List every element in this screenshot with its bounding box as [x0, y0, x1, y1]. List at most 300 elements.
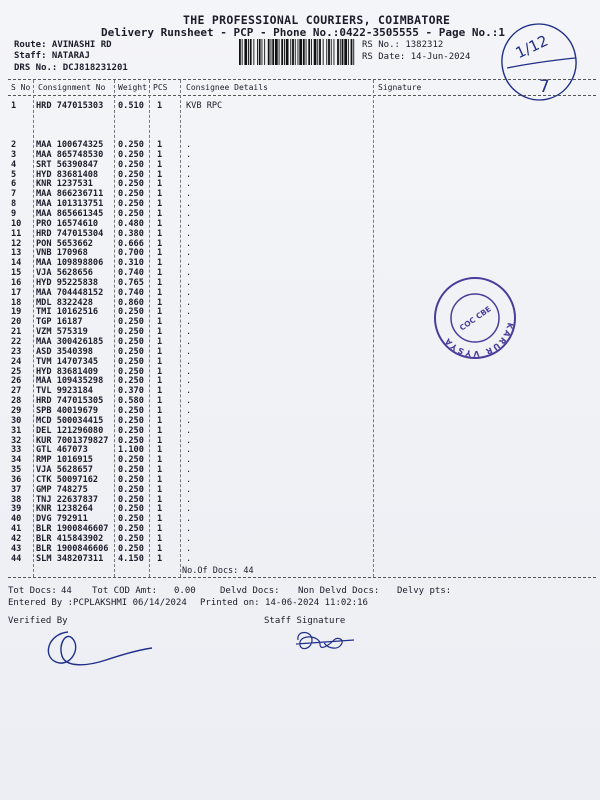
row-sno: 9: [11, 208, 17, 219]
row-weight: 0.250: [118, 543, 144, 554]
row-consignee-dot: .: [186, 238, 192, 249]
row-sno: 14: [11, 258, 22, 269]
row-sno: 27: [11, 386, 22, 397]
row-consignment: HYD 95225838: [36, 277, 99, 288]
row-pcs: 1: [157, 208, 163, 219]
table-row: [0, 544, 600, 554]
row-pcs: 1: [157, 140, 163, 150]
row-consignment: PRO 16574610: [36, 218, 99, 229]
barcode-bar: [286, 39, 289, 65]
row-consignment: KNR 1237531: [36, 179, 93, 190]
row-sno: 41: [11, 524, 22, 535]
row-weight: 0.250: [118, 455, 144, 466]
barcode-bar: [311, 39, 312, 65]
row-pcs: 1: [157, 366, 163, 377]
row-consignment: ASD 3540398: [36, 346, 93, 357]
row-consignment: MAA 704448152: [36, 287, 104, 298]
row-weight: 0.250: [118, 149, 144, 160]
row-sno: 23: [11, 346, 22, 357]
col-pcs: PCS: [153, 83, 168, 92]
row-consignment: MAA 866236711: [36, 189, 104, 200]
staff-signature: [290, 626, 360, 660]
row-pcs: 1: [157, 356, 163, 367]
row-consignee-dot: .: [186, 258, 192, 269]
row-consignment: BLR 415843902: [36, 534, 104, 544]
table-row: [0, 465, 600, 475]
row-consignee-dot: .: [186, 179, 192, 190]
row-consignee-dot: .: [186, 287, 192, 298]
row-consignment: HRD 747015303: [36, 101, 104, 111]
row-consignee-dot: .: [186, 484, 192, 495]
row-weight: 0.250: [118, 376, 144, 387]
row-weight: 0.250: [118, 346, 144, 357]
barcode-bar: [248, 39, 249, 65]
row-consignment: HYD 83681408: [36, 169, 99, 180]
row-consignment: MAA 865661345: [36, 208, 104, 219]
tot-docs-value: 44: [61, 586, 72, 596]
tot-cod-label: Tot COD Amt:: [92, 586, 158, 596]
row-sno: 17: [11, 287, 22, 298]
table-row: [0, 189, 600, 199]
row-consignment: VZM 575319: [36, 327, 88, 338]
barcode-bar: [348, 39, 349, 65]
row-weight: 0.250: [118, 307, 144, 318]
col-weight: Weight: [118, 83, 147, 92]
row-sno: 6: [11, 179, 17, 190]
table-row: [0, 386, 600, 396]
row-consignment: TMI 10162516: [36, 307, 99, 318]
company-title: THE PROFESSIONAL COURIERS, COIMBATORE: [183, 13, 451, 27]
col-consignment: Consignment No: [38, 83, 106, 92]
barcode-bar: [340, 39, 341, 65]
barcode-bar: [337, 39, 339, 65]
stamp-outer-text: KARUR VYSYA: [442, 321, 515, 359]
barcode-bar: [303, 39, 305, 65]
rs-number: RS No.: 1382312: [362, 40, 444, 50]
table-row: [0, 219, 600, 229]
row-consignee-dot: .: [186, 415, 192, 426]
row-sno: 28: [11, 396, 22, 407]
row-consignee-dot: .: [186, 435, 192, 446]
row-consignee-dot: .: [186, 455, 192, 466]
row-consignment: BLR 1900846606: [36, 543, 109, 554]
row-pcs: 1: [157, 248, 163, 259]
row-consignment: SPB 40019679: [36, 405, 99, 416]
row-pcs: 1: [157, 405, 163, 416]
bank-stamp: [432, 275, 518, 361]
row-consignment: RMP 1016915: [36, 455, 93, 466]
barcode-bar: [298, 39, 299, 65]
row-consignee-dot: .: [186, 474, 192, 485]
table-row: [0, 514, 600, 524]
verified-signature: [28, 626, 158, 678]
row-sno: 12: [11, 238, 22, 249]
row-sno: 4: [11, 159, 17, 170]
table-row: [0, 475, 600, 485]
row-weight: 0.700: [118, 248, 144, 259]
row-weight: 0.250: [118, 140, 144, 150]
row-weight: 0.250: [118, 199, 144, 210]
barcode-bar: [259, 39, 261, 65]
row-consignee-dot: .: [186, 405, 192, 416]
row-weight: 0.250: [118, 159, 144, 170]
row-consignee-dot: .: [186, 228, 192, 239]
header-bottom-rule: [8, 95, 596, 96]
tot-cod-value: 0.00: [174, 586, 196, 596]
barcode-bar: [279, 39, 280, 65]
row-consignment: DVG 792911: [36, 514, 88, 525]
row-weight: 0.370: [118, 386, 144, 397]
row-weight: 0.380: [118, 228, 144, 239]
row-pcs: 1: [157, 415, 163, 426]
barcode-bar: [295, 39, 296, 65]
row-weight: 0.580: [118, 396, 144, 407]
row-pcs: 1: [157, 524, 163, 535]
row-consignee-dot: .: [186, 445, 192, 456]
row-weight: 0.250: [118, 405, 144, 416]
barcode-bar: [342, 39, 344, 65]
row-consignee-dot: .: [186, 297, 192, 308]
row-consignee-dot: .: [186, 327, 192, 338]
row-consignee-dot: .: [186, 553, 192, 564]
barcode-bar: [284, 39, 285, 65]
row-consignment: KNR 1238264: [36, 504, 93, 515]
row-weight: 0.250: [118, 415, 144, 426]
row-weight: 0.765: [118, 277, 144, 288]
row-consignee-dot: .: [186, 208, 192, 219]
row-consignment: MAA 100674325: [36, 140, 104, 150]
barcode-bar: [326, 39, 327, 65]
row-consignment: MAA 109435298: [36, 376, 104, 387]
table-row: [0, 485, 600, 495]
row-consignee-dot: .: [186, 346, 192, 357]
row-sno: 36: [11, 474, 22, 485]
barcode-bar: [242, 39, 243, 65]
row-pcs: 1: [157, 455, 163, 466]
row-consignment: MAA 101313751: [36, 199, 104, 210]
table-row: [0, 426, 600, 436]
table-row: [0, 416, 600, 426]
table-row: [0, 554, 600, 564]
barcode-bar: [323, 39, 324, 65]
rs-date: RS Date: 14-Jun-2024: [362, 52, 471, 62]
table-top-rule: [8, 79, 596, 80]
row-consignee-dot: .: [186, 504, 192, 515]
table-row: [0, 140, 600, 150]
row-weight: 0.250: [118, 327, 144, 338]
row-weight: 0.250: [118, 208, 144, 219]
row-pcs: 1: [157, 543, 163, 554]
row-sno: 42: [11, 534, 22, 544]
row-consignee-dot: .: [186, 425, 192, 436]
row-sno: 15: [11, 268, 22, 279]
row-consignee-dot: .: [186, 534, 192, 544]
staff: Staff: NATARAJ: [14, 51, 90, 61]
table-row: [0, 199, 600, 209]
drs-number: DRS No.: DCJ818231201: [14, 63, 128, 73]
row-consignee-dot: .: [186, 140, 192, 150]
barcode-bar: [334, 39, 335, 65]
row-weight: 0.250: [118, 337, 144, 347]
row-sno: 8: [11, 199, 17, 210]
row-sno: 11: [11, 228, 22, 239]
row-sno: 39: [11, 504, 22, 515]
row-sno: 13: [11, 248, 22, 259]
row-consignee-dot: .: [186, 159, 192, 170]
row-consignment: BLR 1900846607: [36, 524, 109, 535]
barcode-bar: [239, 39, 241, 65]
barcode-bar: [272, 39, 274, 65]
row-pcs: 1: [157, 435, 163, 446]
table-row: [0, 229, 600, 239]
col-consignee: Consignee Details: [186, 83, 268, 92]
row-weight: 0.250: [118, 317, 144, 328]
table-row: [0, 101, 600, 111]
row-sno: 30: [11, 415, 22, 426]
no-of-docs: No.Of Docs: 44: [182, 566, 254, 576]
barcode-bar: [314, 39, 317, 65]
row-pcs: 1: [157, 268, 163, 279]
row-consignee-dot: .: [186, 248, 192, 259]
row-weight: 0.740: [118, 287, 144, 298]
row-pcs: 1: [157, 179, 163, 190]
row-consignment: HRD 747015304: [36, 228, 104, 239]
route: Route: AVINASHI RD: [14, 40, 112, 50]
table-row: [0, 170, 600, 180]
row-weight: 0.250: [118, 366, 144, 377]
row-weight: 0.250: [118, 189, 144, 200]
table-row: [0, 504, 600, 514]
barcode-bar: [253, 39, 254, 65]
stamp-inner-text: COC CBE: [457, 304, 493, 333]
row-pcs: 1: [157, 474, 163, 485]
table-row: [0, 534, 600, 544]
row-pcs: 1: [157, 425, 163, 436]
staff-signature-label: Staff Signature: [264, 616, 346, 626]
row-consignment: GTL 467073: [36, 445, 88, 456]
table-row: [0, 455, 600, 465]
row-weight: 0.250: [118, 179, 144, 190]
col-sno: S No: [11, 83, 31, 92]
row-sno: 10: [11, 218, 22, 229]
table-row: [0, 445, 600, 455]
row-pcs: 1: [157, 346, 163, 357]
row-sno: 43: [11, 543, 22, 554]
barcode-bar: [351, 39, 353, 65]
barcode-bar: [281, 39, 283, 65]
barcode-bar: [328, 39, 330, 65]
barcode-bar: [308, 39, 310, 65]
barcode-bar: [299, 39, 302, 65]
table-row: [0, 258, 600, 268]
row-pcs: 1: [157, 376, 163, 387]
row-pcs: 1: [157, 228, 163, 239]
row-weight: 0.250: [118, 465, 144, 476]
row-consignee: KVB RPC: [186, 101, 223, 111]
non-delvd-docs: Non Delvd Docs:: [298, 586, 380, 596]
row-consignment: PON 5653662: [36, 238, 93, 249]
table-row: [0, 209, 600, 219]
row-sno: 38: [11, 494, 22, 505]
row-weight: 1.100: [118, 445, 144, 456]
row-consignee-dot: .: [186, 465, 192, 476]
row-consignee-dot: .: [186, 189, 192, 200]
row-consignment: HYD 83681409: [36, 366, 99, 377]
row-weight: 0.250: [118, 425, 144, 436]
barcode-bar: [271, 39, 272, 65]
row-sno: 5: [11, 169, 17, 180]
row-weight: 0.250: [118, 534, 144, 544]
row-consignee-dot: .: [186, 514, 192, 525]
row-consignee-dot: .: [186, 199, 192, 210]
barcode-bar: [268, 39, 270, 65]
row-consignment: VJA 5628657: [36, 465, 93, 476]
row-consignee-dot: .: [186, 268, 192, 279]
row-consignee-dot: .: [186, 317, 192, 328]
row-weight: 0.250: [118, 504, 144, 515]
table-row: [0, 406, 600, 416]
row-weight: 0.740: [118, 268, 144, 279]
row-consignment: MAA 109898806: [36, 258, 104, 269]
row-pcs: 1: [157, 218, 163, 229]
barcode-bar: [344, 39, 347, 65]
row-consignment: SLM 348207311: [36, 553, 104, 564]
row-weight: 0.250: [118, 494, 144, 505]
row-consignment: MAA 300426185: [36, 337, 104, 347]
row-sno: 21: [11, 327, 22, 338]
barcode-bar: [306, 39, 307, 65]
barcode-bar: [275, 39, 278, 65]
row-sno: 33: [11, 445, 22, 456]
row-consignment: SRT 56390847: [36, 159, 99, 170]
table-bottom-rule: [8, 577, 596, 578]
row-weight: 4.150: [118, 553, 144, 564]
row-weight: 0.250: [118, 514, 144, 525]
row-consignee-dot: .: [186, 277, 192, 288]
row-pcs: 1: [157, 484, 163, 495]
row-sno: 40: [11, 514, 22, 525]
row-weight: 0.250: [118, 435, 144, 446]
row-sno: 3: [11, 149, 17, 160]
row-consignee-dot: .: [186, 376, 192, 387]
row-weight: 0.510: [118, 101, 144, 111]
table-row: [0, 160, 600, 170]
row-weight: 0.250: [118, 524, 144, 535]
barcode-bar: [244, 39, 247, 65]
row-pcs: 1: [157, 504, 163, 515]
row-consignment: TNJ 22637837: [36, 494, 99, 505]
table-row: [0, 376, 600, 386]
row-consignee-dot: .: [186, 356, 192, 367]
row-weight: 0.480: [118, 218, 144, 229]
row-sno: 7: [11, 189, 17, 200]
row-consignment: CTK 50097162: [36, 474, 99, 485]
barcode-bar: [331, 39, 332, 65]
row-consignment: GMP 748275: [36, 484, 88, 495]
runsheet-subtitle: Delivery Runsheet - PCP - Phone No.:0422-3505555 - Page No.:1: [101, 26, 505, 39]
row-pcs: 1: [157, 287, 163, 298]
handwritten-note-bottom: 7: [539, 77, 550, 97]
barcode: [238, 39, 356, 65]
row-pcs: 1: [157, 199, 163, 210]
row-consignment: KUR 7001379827: [36, 435, 109, 446]
row-consignee-dot: .: [186, 149, 192, 160]
row-pcs: 1: [157, 465, 163, 476]
row-consignee-dot: .: [186, 386, 192, 397]
row-consignee-dot: .: [186, 218, 192, 229]
row-weight: 0.250: [118, 356, 144, 367]
row-sno: 22: [11, 337, 22, 347]
verified-by-label: Verified By: [8, 616, 68, 626]
row-sno: 32: [11, 435, 22, 446]
row-pcs: 1: [157, 337, 163, 347]
row-pcs: 1: [157, 258, 163, 269]
row-pcs: 1: [157, 317, 163, 328]
row-pcs: 1: [157, 514, 163, 525]
delvy-pts: Delvy pts:: [397, 586, 452, 596]
row-weight: 0.860: [118, 297, 144, 308]
row-consignment: TGP 16187: [36, 317, 83, 328]
row-consignment: MAA 865748530: [36, 149, 104, 160]
row-consignee-dot: .: [186, 337, 192, 347]
row-weight: 0.250: [118, 474, 144, 485]
row-consignment: HRD 747015305: [36, 396, 104, 407]
row-sno: 37: [11, 484, 22, 495]
barcode-bar: [262, 39, 263, 65]
col-signature: Signature: [378, 83, 422, 92]
handwritten-note-top: 1/12: [512, 31, 551, 63]
row-pcs: 1: [157, 159, 163, 170]
delvd-docs: Delvd Docs:: [220, 586, 280, 596]
row-sno: 44: [11, 553, 22, 564]
row-pcs: 1: [157, 534, 163, 544]
table-row: [0, 179, 600, 189]
row-consignee-dot: .: [186, 543, 192, 554]
row-pcs: 1: [157, 238, 163, 249]
barcode-bar: [257, 39, 258, 65]
barcode-bar: [250, 39, 252, 65]
row-weight: 0.666: [118, 238, 144, 249]
row-weight: 0.250: [118, 484, 144, 495]
row-weight: 0.250: [118, 169, 144, 180]
table-row: [0, 436, 600, 446]
row-pcs: 1: [157, 445, 163, 456]
row-consignment: VJA 5628656: [36, 268, 93, 279]
row-pcs: 1: [157, 149, 163, 160]
table-row: [0, 150, 600, 160]
barcode-bar: [317, 39, 318, 65]
row-consignee-dot: .: [186, 366, 192, 377]
row-consignment: TVM 14707345: [36, 356, 99, 367]
row-consignee-dot: .: [186, 307, 192, 318]
row-sno: 25: [11, 366, 22, 377]
row-sno: 31: [11, 425, 22, 436]
row-sno: 19: [11, 307, 22, 318]
table-row: [0, 524, 600, 534]
row-sno: 20: [11, 317, 22, 328]
handwritten-circle-note: [497, 18, 581, 104]
row-pcs: 1: [157, 396, 163, 407]
row-pcs: 1: [157, 553, 163, 564]
row-sno: 2: [11, 140, 17, 150]
row-pcs: 1: [157, 189, 163, 200]
row-sno: 29: [11, 405, 22, 416]
row-consignment: VNB 170968: [36, 248, 88, 259]
row-weight: 0.310: [118, 258, 144, 269]
row-sno: 24: [11, 356, 22, 367]
printed-on: Printed on: 14-06-2024 11:02:16: [200, 598, 368, 608]
row-sno: 34: [11, 455, 22, 466]
